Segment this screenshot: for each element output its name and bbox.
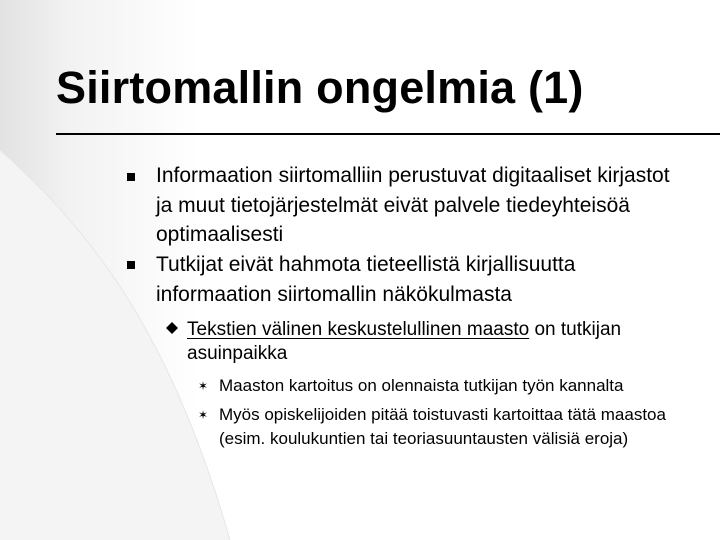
- sub-bullet-rest: on tutkijan asuinpaikka: [187, 319, 622, 364]
- star-bullet-icon: ✶: [198, 408, 209, 422]
- slide-title: Siirtomallin ongelmia (1): [56, 62, 584, 113]
- sub-bullet-text: [187, 318, 707, 366]
- underlined-phrase: Tekstien välinen keskustelullinen maasto: [187, 319, 530, 340]
- title-divider: [56, 133, 720, 135]
- square-bullet-icon: [127, 261, 135, 269]
- bullet-text: Informaation siirtomalliin perustuvat digitaaliset kirjastot ja muut tietojärjestelmät eivät palvele tiedeyhteisöä optimaalisesti: [156, 164, 670, 246]
- square-bullet-icon: [127, 173, 135, 181]
- sub-sub-bullet-text: Myös opiskelijoiden pitää toistuvasti kartoittaa tätä maastoa (esim. koulukuntien tai teoriasuuntausten välisiä eroja): [219, 405, 666, 448]
- bullet-text: Tutkijat eivät hahmota tieteellistä kirjallisuutta informaation siirtomallin näkökulmasta: [156, 253, 576, 306]
- sub-sub-bullet-text: Maaston kartoitus on olennaista tutkijan työn kannalta: [219, 376, 624, 395]
- star-bullet-icon: ✶: [198, 379, 209, 393]
